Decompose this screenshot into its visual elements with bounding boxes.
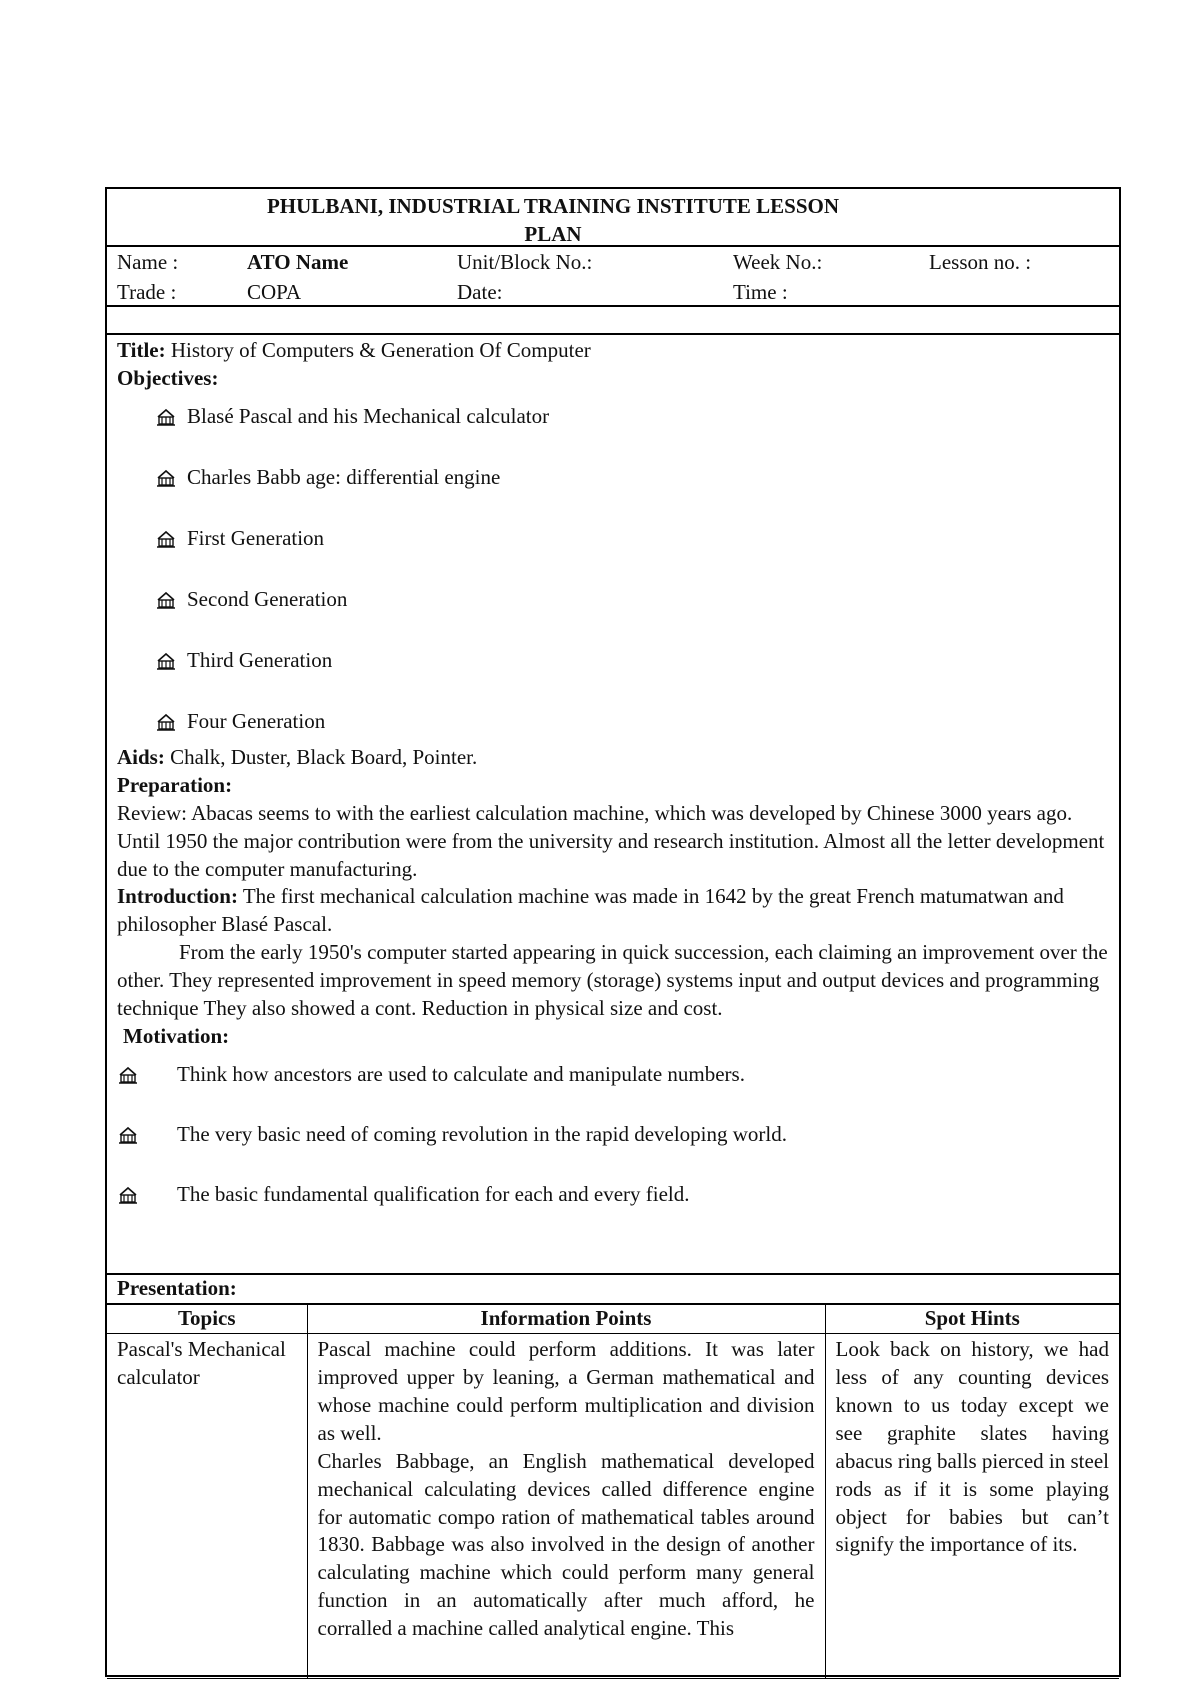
bullet-icon — [155, 589, 177, 611]
list-item — [155, 464, 1109, 525]
objectives-label: Objectives: — [117, 365, 219, 390]
unit-label: Unit/Block No.: — [457, 250, 593, 274]
column-header-information-points: Information Points — [307, 1305, 825, 1334]
introduction-paragraph-2: From the early 1950's computer started appearing in quick succession, each claiming an improvement over the other. They represented improvement in speed memory (storage) systems input and output devices and programming technique They also showed a cont. Reduction in physical size and cost. — [117, 940, 1108, 1021]
document-title — [107, 189, 1119, 247]
date-label: Date: — [457, 280, 503, 304]
trade-label: Trade : — [117, 280, 177, 304]
presentation-table — [107, 1305, 1119, 1679]
motivation-text: Think how ancestors are used to calculate and manipulate numbers. — [177, 1061, 745, 1086]
motivation-label: Motivation: — [123, 1024, 230, 1049]
list-item — [155, 647, 1109, 708]
info-paragraph-1: Pascal machine could perform additions. It was later improved upper by leaning, a German mathematical and whose machine could perform multiplication and division as well. — [317, 1337, 815, 1445]
bullet-icon — [117, 1064, 139, 1086]
hints-cell: Look back on history, we had less of any counting devices known to us today except we see graphite slates having abacus ring balls pierced in steel rods as if it is some playing object for babies but can’t signify the importance of its. — [825, 1334, 1119, 1679]
bullet-icon — [155, 467, 177, 489]
lesson-plan-document — [105, 187, 1121, 1677]
trade-value: COPA — [247, 280, 302, 304]
preparation-label: Preparation: — [117, 772, 233, 797]
objective-text: Four Generation — [187, 708, 326, 733]
title-line — [117, 337, 1109, 365]
review-text: Review: Abacas seems to with the earliest calculation machine, which was developed by Chinese 3000 years ago. Until 1950 the major contribution were from the university and research institution. Almost all the letter development due to the computer manufacturing. — [117, 800, 1105, 881]
name-value: ATO Name — [247, 250, 349, 274]
list-item — [155, 403, 1109, 464]
objectives-list — [117, 403, 1109, 744]
introduction-label: Introduction: — [117, 884, 238, 909]
aids-line — [117, 744, 1109, 772]
aids-label: Aids: — [117, 744, 165, 769]
blank-row — [107, 307, 1119, 335]
title-line-1: PHULBANI, INDUSTRIAL TRAINING INSTITUTE LESSON — [266, 194, 840, 218]
bullet-icon — [155, 711, 177, 733]
week-label: Week No.: — [733, 250, 823, 274]
column-header-topics: Topics — [107, 1305, 307, 1334]
list-item — [155, 525, 1109, 586]
title-label: Title: — [117, 338, 166, 362]
bullet-icon — [155, 406, 177, 428]
name-label: Name : — [117, 250, 179, 274]
objective-text: Second Generation — [187, 586, 348, 611]
table-row — [107, 1334, 1119, 1679]
title-value: History of Computers & Generation Of Computer — [170, 338, 591, 362]
information-cell — [307, 1334, 825, 1679]
meta-section — [107, 247, 1119, 307]
column-header-spot-hints: Spot Hints — [825, 1305, 1119, 1334]
introduction-text: The first mechanical calculation machine was made in 1642 by the great French matumatwan and philosopher Blasé Pascal. — [117, 884, 1064, 937]
bullet-icon — [117, 1184, 139, 1206]
list-item — [117, 1061, 1109, 1121]
introduction-paragraph — [117, 883, 1109, 939]
objective-text: Third Generation — [187, 647, 333, 672]
time-label: Time : — [733, 280, 788, 304]
objective-text: Charles Babb age: differential engine — [187, 464, 501, 489]
motivation-text: The very basic need of coming revolution in the rapid developing world. — [177, 1121, 787, 1146]
info-paragraph-2: Charles Babbage, an English mathematical developed mechanical calculating devices called difference engine for automatic compo ration of mathematical tables around 1830. Babbage was also involved in the design of another calculating machine which could perform many general function in an automatically after much afford, he corralled a machine called analytical engine. This — [317, 1448, 815, 1641]
objective-text: Blasé Pascal and his Mechanical calculator — [187, 403, 550, 428]
objective-text: First Generation — [187, 525, 325, 550]
list-item — [117, 1181, 1109, 1241]
list-item — [155, 708, 1109, 744]
bullet-icon — [155, 528, 177, 550]
title-line-2: PLAN — [524, 221, 582, 246]
table-header-row — [107, 1305, 1119, 1334]
motivation-text: The basic fundamental qualification for each and every field. — [177, 1181, 690, 1206]
list-item — [155, 586, 1109, 647]
lesson-content — [107, 335, 1119, 1275]
lesson-label: Lesson no. : — [929, 250, 1032, 274]
topic-cell: Pascal's Mechanical calculator — [107, 1334, 307, 1679]
presentation-label: Presentation: — [107, 1275, 1119, 1305]
aids-value: Chalk, Duster, Black Board, Pointer. — [170, 744, 478, 769]
list-item — [117, 1121, 1109, 1181]
motivation-list — [117, 1061, 1109, 1241]
bullet-icon — [117, 1124, 139, 1146]
bullet-icon — [155, 650, 177, 672]
